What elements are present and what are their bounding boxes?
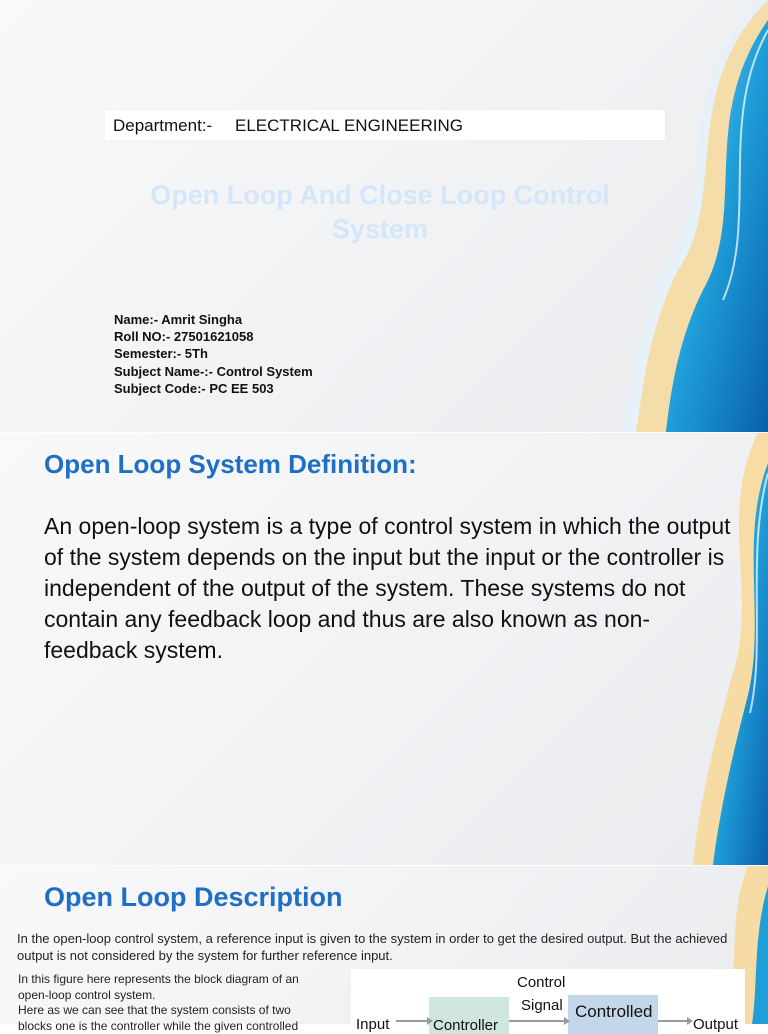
info-name: Name:- Amrit Singha bbox=[114, 312, 243, 327]
signal-label: Signal bbox=[521, 997, 563, 1014]
block-diagram bbox=[351, 969, 745, 1034]
presentation-title bbox=[100, 178, 660, 246]
department-label: Department:- bbox=[113, 116, 213, 135]
info-subject-name: Subject Name-:- Control System bbox=[114, 363, 313, 379]
info-subject-code: Subject Code:- PC EE 503 bbox=[114, 380, 274, 396]
figure-text-1: In this figure here represents the block diagram of an open-loop control system. bbox=[18, 972, 299, 1002]
control-label: Control bbox=[517, 974, 566, 991]
department-value: ELECTRICAL ENGINEERING bbox=[235, 116, 463, 135]
info-roll: Roll NO:- 27501621058 bbox=[114, 329, 254, 345]
student-info bbox=[114, 311, 313, 397]
controller-label: Controller bbox=[433, 1017, 499, 1034]
slide-heading: Open Loop System Definition: bbox=[44, 449, 417, 479]
title-line-1: Open Loop And Close Loop Control bbox=[150, 180, 610, 210]
slide-heading: Open Loop Description bbox=[44, 882, 343, 912]
slide-2 bbox=[0, 433, 768, 865]
output-label: Output bbox=[693, 1016, 739, 1033]
department-box bbox=[105, 110, 665, 140]
info-semester: Semester:- 5Th bbox=[114, 346, 208, 362]
slide-1 bbox=[0, 0, 768, 432]
figure-text-2: Here as we can see that the system consists of two blocks one is the controller while the given controlled bbox=[18, 1003, 299, 1033]
title-line-2: System bbox=[331, 214, 429, 244]
controlled-label: Controlled bbox=[575, 1002, 653, 1021]
slide-3 bbox=[0, 866, 768, 1034]
description-text: In the open-loop control system, a reference input is given to the system in order to get the desired output. But the achieved output is not considered by the system for further reference input. bbox=[17, 931, 728, 963]
definition-text: An open-loop system is a type of control system in which the output of the system depends on the input but the input or the controller is independent of the output of the system. These systems do not contain any feedback loop and thus are also known as non-feedback system. bbox=[44, 513, 731, 663]
figure-explanation bbox=[18, 972, 328, 1034]
input-label: Input bbox=[356, 1016, 390, 1033]
